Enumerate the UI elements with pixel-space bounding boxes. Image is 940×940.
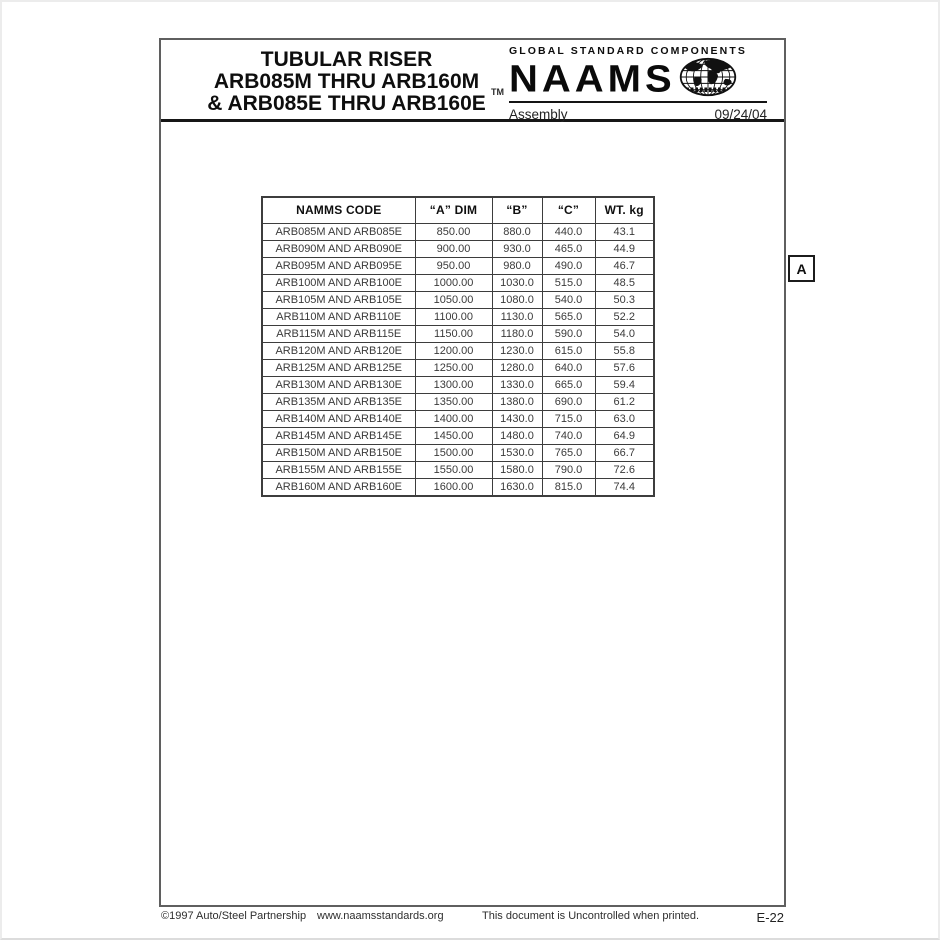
- table-cell: 1400.00: [415, 410, 492, 427]
- table-row: [262, 274, 654, 291]
- page-title: [179, 49, 514, 115]
- table-cell: 540.0: [542, 291, 595, 308]
- title-line-1: TUBULAR RISER: [260, 48, 433, 71]
- trademark-symbol: TM: [491, 87, 504, 97]
- table-cell: 1430.0: [492, 410, 542, 427]
- namms-code-cell: ARB100M AND ARB100E: [262, 274, 415, 291]
- table-cell: 1200.00: [415, 342, 492, 359]
- column-header-c: “C”: [542, 197, 595, 223]
- table-cell: 1000.00: [415, 274, 492, 291]
- naams-wordmark: NAAMS: [509, 57, 676, 100]
- table-cell: 57.6: [595, 359, 654, 376]
- table-cell: 1100.00: [415, 308, 492, 325]
- table-cell: 740.0: [542, 427, 595, 444]
- table-cell: 490.0: [542, 257, 595, 274]
- table-cell: 1380.0: [492, 393, 542, 410]
- table-cell: 59.4: [595, 376, 654, 393]
- namms-code-cell: ARB120M AND ARB120E: [262, 342, 415, 359]
- page-footer: [159, 908, 786, 928]
- column-header-a-dim: “A” DIM: [415, 197, 492, 223]
- namms-code-cell: ARB095M AND ARB095E: [262, 257, 415, 274]
- table-cell: 50.3: [595, 291, 654, 308]
- table-row: [262, 461, 654, 478]
- table-cell: 640.0: [542, 359, 595, 376]
- namms-code-cell: ARB160M AND ARB160E: [262, 478, 415, 496]
- table-cell: 1080.0: [492, 291, 542, 308]
- namms-code-cell: ARB090M AND ARB090E: [262, 240, 415, 257]
- logo-tagline: GLOBAL STANDARD COMPONENTS: [509, 45, 747, 57]
- namms-code-cell: ARB110M AND ARB110E: [262, 308, 415, 325]
- table-cell: 55.8: [595, 342, 654, 359]
- table-cell: 1500.00: [415, 444, 492, 461]
- table-cell: 1450.00: [415, 427, 492, 444]
- table-cell: 1600.00: [415, 478, 492, 496]
- table-cell: 1230.0: [492, 342, 542, 359]
- logo-subrow: [509, 107, 767, 122]
- table-row: [262, 478, 654, 496]
- category-label: Assembly: [509, 107, 568, 122]
- table-row: [262, 427, 654, 444]
- table-cell: 1250.00: [415, 359, 492, 376]
- uncontrolled-notice: This document is Uncontrolled when printed.: [482, 910, 700, 922]
- sheet-body: [161, 122, 784, 902]
- table-cell: 63.0: [595, 410, 654, 427]
- namms-code-cell: ARB105M AND ARB105E: [262, 291, 415, 308]
- table-cell: 465.0: [542, 240, 595, 257]
- title-line-2: ARB085M THRU ARB160M: [213, 70, 480, 93]
- table-cell: 72.6: [595, 461, 654, 478]
- table-cell: 880.0: [492, 223, 542, 240]
- namms-code-cell: ARB145M AND ARB145E: [262, 427, 415, 444]
- table-cell: 1550.00: [415, 461, 492, 478]
- namms-code-cell: ARB135M AND ARB135E: [262, 393, 415, 410]
- table-cell: 980.0: [492, 257, 542, 274]
- table-cell: 61.2: [595, 393, 654, 410]
- dimension-table: [261, 196, 655, 497]
- table-cell: 1280.0: [492, 359, 542, 376]
- title-line-3: & ARB085E THRU ARB160E: [207, 92, 486, 115]
- table-cell: 46.7: [595, 257, 654, 274]
- column-header-b: “B”: [492, 197, 542, 223]
- table-cell: 1580.0: [492, 461, 542, 478]
- standard-sheet: [159, 38, 786, 907]
- table-row: [262, 393, 654, 410]
- logo-row: [509, 58, 767, 100]
- table-cell: 48.5: [595, 274, 654, 291]
- table-cell: 1530.0: [492, 444, 542, 461]
- table-cell: 1150.00: [415, 325, 492, 342]
- namms-code-cell: ARB085M AND ARB085E: [262, 223, 415, 240]
- table-cell: 1300.00: [415, 376, 492, 393]
- table-row: [262, 223, 654, 240]
- table-cell: 43.1: [595, 223, 654, 240]
- table-cell: 590.0: [542, 325, 595, 342]
- namms-code-cell: ARB155M AND ARB155E: [262, 461, 415, 478]
- copyright-text: ©1997 Auto/Steel Partnership: [161, 910, 307, 922]
- table-cell: 66.7: [595, 444, 654, 461]
- table-cell: 665.0: [542, 376, 595, 393]
- namms-code-cell: ARB140M AND ARB140E: [262, 410, 415, 427]
- table-cell: 74.4: [595, 478, 654, 496]
- table-cell: 1350.00: [415, 393, 492, 410]
- namms-code-cell: ARB125M AND ARB125E: [262, 359, 415, 376]
- table-cell: 1130.0: [492, 308, 542, 325]
- website-link[interactable]: www.naamsstandards.org: [317, 910, 444, 922]
- globe-icon: [678, 56, 738, 103]
- table-cell: 765.0: [542, 444, 595, 461]
- table-cell: 54.0: [595, 325, 654, 342]
- table-row: [262, 240, 654, 257]
- table-row: [262, 359, 654, 376]
- zone-marker-a: A: [788, 255, 815, 282]
- table-cell: 690.0: [542, 393, 595, 410]
- namms-code-cell: ARB150M AND ARB150E: [262, 444, 415, 461]
- table-row: [262, 410, 654, 427]
- table-cell: 515.0: [542, 274, 595, 291]
- table-row: [262, 325, 654, 342]
- table-cell: 790.0: [542, 461, 595, 478]
- table-cell: 1480.0: [492, 427, 542, 444]
- table-cell: 1630.0: [492, 478, 542, 496]
- table-cell: 615.0: [542, 342, 595, 359]
- table-cell: 440.0: [542, 223, 595, 240]
- table-cell: 1030.0: [492, 274, 542, 291]
- sheet-header: [161, 40, 784, 122]
- table-cell: 930.0: [492, 240, 542, 257]
- table-cell: 64.9: [595, 427, 654, 444]
- table-cell: 52.2: [595, 308, 654, 325]
- table-cell: 900.00: [415, 240, 492, 257]
- table-cell: 715.0: [542, 410, 595, 427]
- namms-code-cell: ARB115M AND ARB115E: [262, 325, 415, 342]
- table-cell: 1050.00: [415, 291, 492, 308]
- namms-code-cell: ARB130M AND ARB130E: [262, 376, 415, 393]
- naams-logo-block: [509, 43, 767, 122]
- table-row: [262, 257, 654, 274]
- table-cell: 950.00: [415, 257, 492, 274]
- table-row: [262, 291, 654, 308]
- table-cell: 815.0: [542, 478, 595, 496]
- table-cell: 1180.0: [492, 325, 542, 342]
- table-cell: 1330.0: [492, 376, 542, 393]
- column-header-namms-code: NAMMS CODE: [262, 197, 415, 223]
- table-cell: 44.9: [595, 240, 654, 257]
- table-cell: 565.0: [542, 308, 595, 325]
- table-row: [262, 444, 654, 461]
- table-header-row: [262, 197, 654, 223]
- table-row: [262, 376, 654, 393]
- table-row: [262, 342, 654, 359]
- revision-date: 09/24/04: [714, 107, 767, 122]
- page-number: E-22: [756, 910, 784, 925]
- table-row: [262, 308, 654, 325]
- table-cell: 850.00: [415, 223, 492, 240]
- column-header-wt-kg: WT. kg: [595, 197, 654, 223]
